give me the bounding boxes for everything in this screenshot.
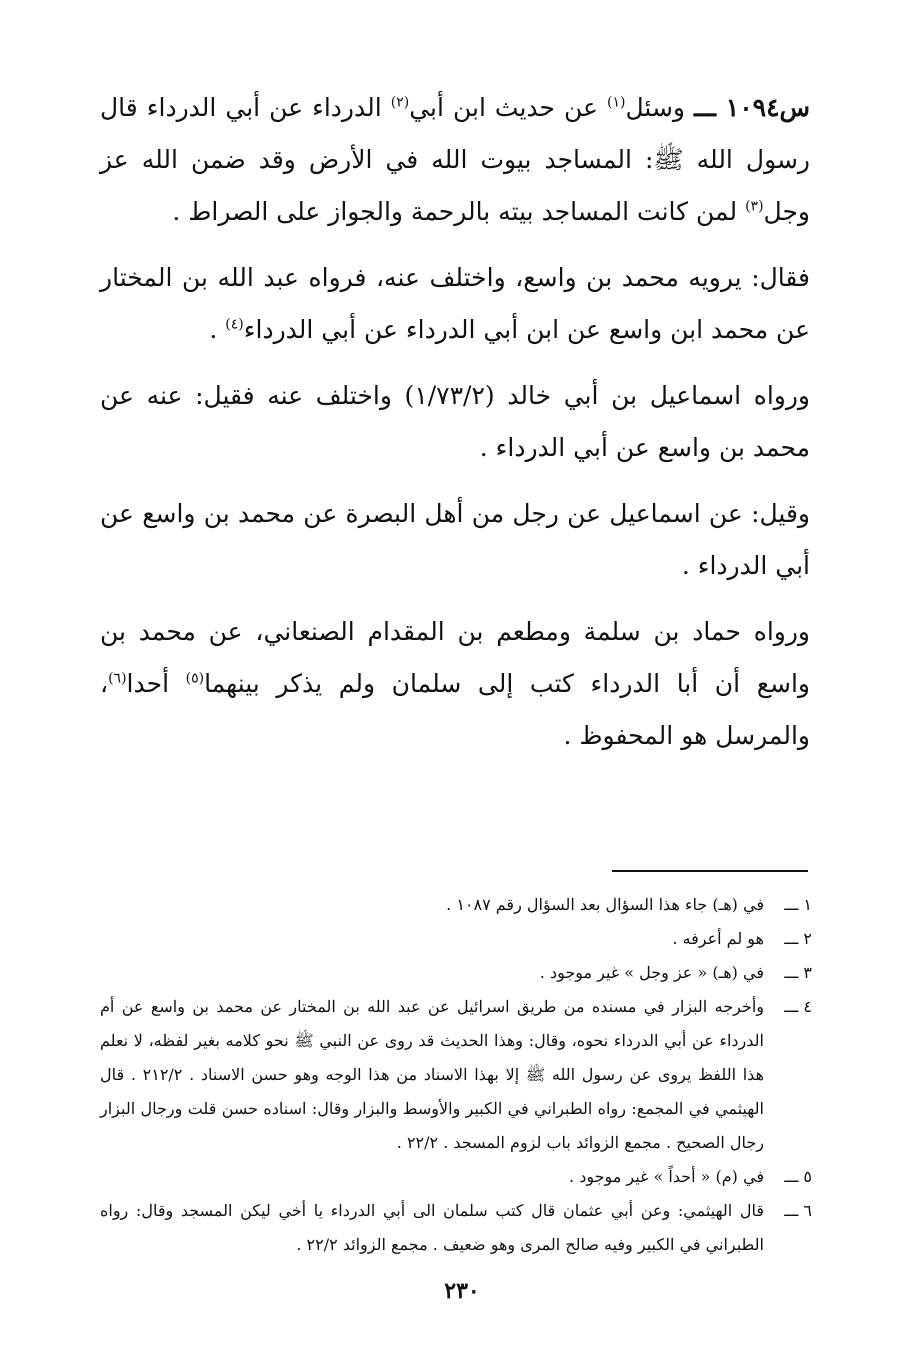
footnote-text: في (هـ) جاء هذا السؤال بعد السؤال رقم ١٠٨٧ . [446,895,764,914]
paragraph-question [100,82,810,238]
text-segment: لمن كانت المساجد بيته بالرحمة والجواز على الصراط . [172,197,738,226]
text-segment: ، والمرسل هو المحفوظ . [100,669,810,750]
footnote-2 [100,922,812,956]
text-segment: فقال: يرويه محمد بن واسع، واختلف عنه، فرواه عبد الله بن المختار عن محمد ابن واسع عن ابن أبي الدرداء عن أبي الدرداء [100,263,810,344]
footnote-ref-1[interactable]: (١) [607,94,626,111]
footnote-number: ٤ ـــ [784,997,812,1016]
footnote-separator [612,870,808,872]
footnote-number: ٣ ـــ [784,963,812,982]
text-segment: أحدا [126,669,170,698]
paragraph-4: وقيل: عن اسماعيل عن رجل من أهل البصرة عن محمد بن واسع عن أبي الدرداء . [100,499,810,580]
text-segment: ورواه حماد بن سلمة ومطعم بن المقدام الصنعاني، عن محمد بن واسع أن أبا الدرداء كتب إلى سلمان ولم يذكر بينهما [100,617,810,698]
main-text [100,82,810,776]
footnote-text: في (م) « أحداً » غير موجود . [569,1167,764,1186]
page-number: ٢٣٠ [444,1278,480,1304]
footnote-3 [100,956,812,990]
footnote-ref-3[interactable]: (٣) [745,198,764,215]
footnote-6 [100,1194,812,1262]
text-segment: وسئل [625,93,685,122]
footnote-number: ٦ ـــ [784,1201,812,1220]
text-segment: . [209,315,218,344]
footnotes [100,888,812,1262]
footnote-number: ٢ ـــ [784,929,812,948]
footnote-5 [100,1160,812,1194]
footnote-ref-6[interactable]: (٦) [108,670,127,687]
paragraph-3: ورواه اسماعيل بن أبي خالد (١/٧٣/٢) واختلف عنه فقيل: عنه عن محمد بن واسع عن أبي الدرداء . [100,381,810,462]
text-segment: الدرداء عن أبي الدرداء قال رسول الله ﷺ: المساجد بيوت الله في الأرض وقد ضمن الله عز وجل [100,93,810,226]
footnote-number: ١ ـــ [784,895,812,914]
footnote-1 [100,888,812,922]
footnote-ref-2[interactable]: (٢) [390,94,410,111]
footnote-4 [100,990,812,1160]
footnote-ref-4[interactable]: (٤) [225,316,244,333]
footnote-text: في (هـ) « عز وجل » غير موجود . [539,963,764,982]
footnote-text: وأخرجه البزار في مسنده من طريق اسرائيل عن عبد الله بن المختار عن محمد بن واسع عن أم الدرداء عن أبي الدرداء نحوه، وقال: وهذا الحديث قد روى عن النبي ﷺ نحو كلامه بغير لفظه، لا نعلم هذا اللفظ يروى عن رسول الله ﷺ إلا بهذا الاسناد من هذا الوجه وهو حسن الاسناد . ٢١٢/٢ . قال الهيثمي في المجمع: رواه الطبراني في الكبير والأوسط والبزار وقال: اسناده حسن قلت ورجال البزار رجال الصحيح . مجمع الزوائد باب لزوم المسجد . ٢٢/٢ . [100,997,765,1152]
paragraph-5 [100,606,810,762]
footnote-text: هو لم أعرفه . [672,929,764,948]
footnote-text: قال الهيثمي: وعن أبي عثمان قال كتب سلمان الى أبي الدرداء يا أخي ليكن المسجد وقال: رواه الطبراني في الكبير وفيه صالح المرى وهو ضعيف . مجمع الزوائد ٢٢/٢ . [100,1201,764,1254]
footnote-number: ٥ ـــ [784,1167,812,1186]
footnote-ref-5[interactable]: (٥) [185,670,205,687]
paragraph-answer [100,252,810,356]
text-segment: عن حديث ابن أبي [409,93,598,122]
question-number: س١٠٩٤ ـــ [694,93,811,122]
